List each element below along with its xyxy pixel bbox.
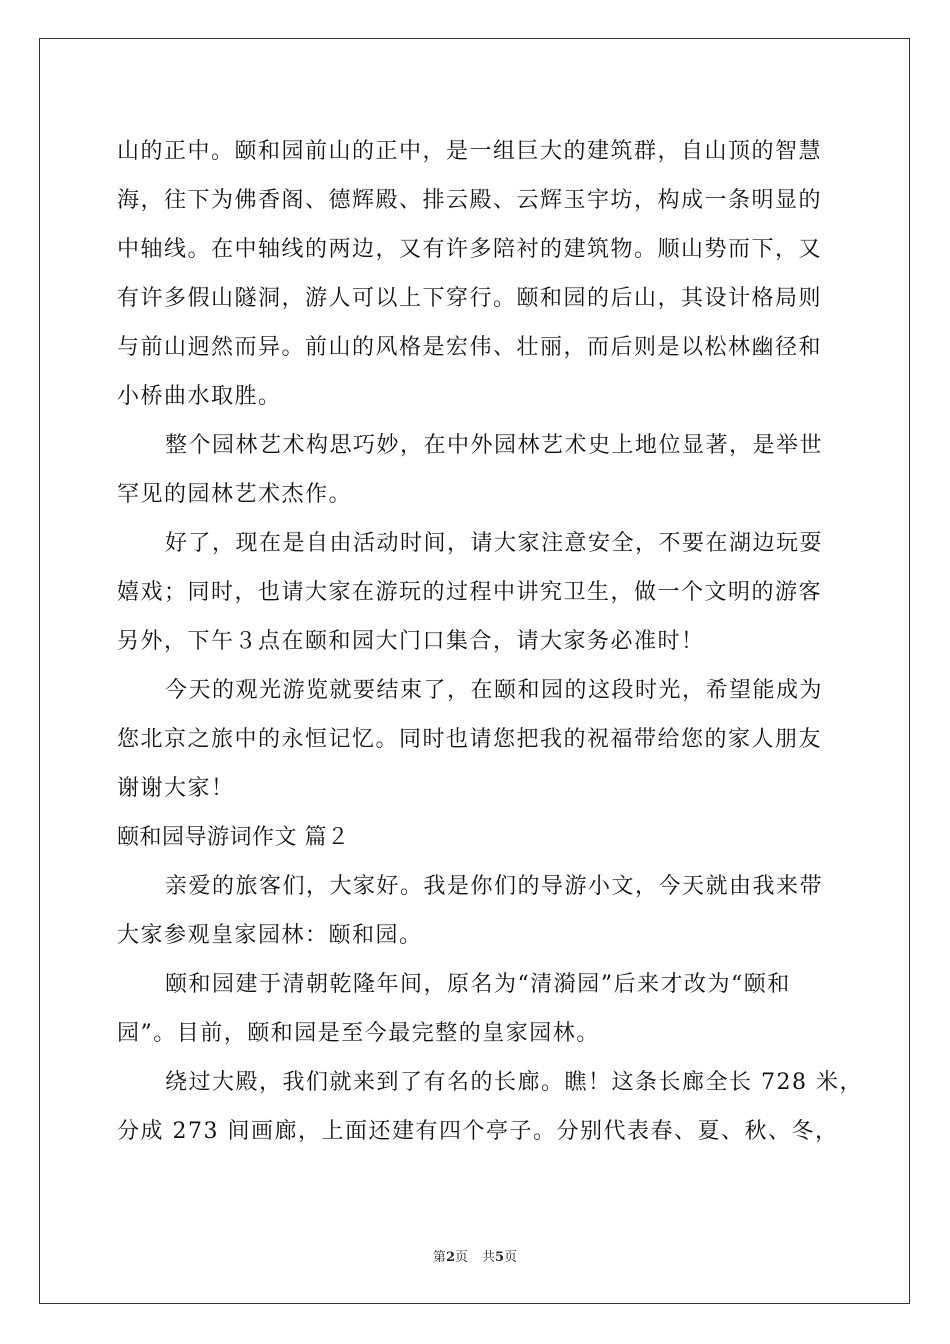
total-label-suffix: 页	[504, 1250, 518, 1265]
paragraph-start-line: 今天的观光游览就要结束了，在颐和园的这段时光，希望能成为	[165, 678, 824, 703]
section-heading: 颐和园导游词作文 篇２	[117, 825, 350, 850]
text-line: 罕见的园林艺术杰作。	[117, 482, 353, 507]
text-line: 谢谢大家！	[117, 776, 235, 801]
document-body	[117, 127, 863, 1156]
text-line: 有许多假山隧洞，游人可以上下穿行。颐和园的后山，其设计格局则	[117, 286, 823, 311]
page-label-suffix: 页	[454, 1250, 468, 1265]
text-line: 大家参观皇家园林：颐和园。	[117, 923, 423, 948]
paragraph-start-line: 整个园林艺术构思巧妙，在中外园林艺术史上地位显著，是举世	[165, 433, 824, 458]
current-page-number: 2	[445, 1250, 455, 1265]
text-line: 海，往下为佛香阁、德辉殿、排云殿、云辉玉宇坊，构成一条明显的	[117, 188, 823, 213]
page-footer	[0, 1246, 950, 1265]
paragraph-start-line: 颐和园建于清朝乾隆年间，原名为“清漪园”后来才改为“颐和	[165, 972, 791, 997]
page-label-prefix: 第	[432, 1250, 446, 1265]
paragraph-start-line: 绕过大殿，我们就来到了有名的长廊。瞧！这条长廊全长 728 米，	[165, 1070, 863, 1095]
total-page-number: 5	[495, 1250, 505, 1265]
text-line: 与前山迥然而异。前山的风格是宏伟、壮丽，而后则是以松林幽径和	[117, 335, 823, 360]
paragraph-start-line: 好了，现在是自由活动时间，请大家注意安全，不要在湖边玩耍	[165, 531, 824, 556]
total-label-prefix: 共	[482, 1250, 496, 1265]
text-line: 山的正中。颐和园前山的正中，是一组巨大的建筑群，自山顶的智慧	[117, 139, 823, 164]
text-line: 中轴线。在中轴线的两边，又有许多陪衬的建筑物。顺山势而下，又	[117, 237, 823, 262]
text-line: 嬉戏；同时，也请大家在游玩的过程中讲究卫生，做一个文明的游客	[117, 580, 823, 605]
text-line: 园”。目前，颐和园是至今最完整的皇家园林。	[117, 1021, 600, 1046]
text-line: 另外，下午３点在颐和园大门口集合，请大家务必准时！	[117, 629, 705, 654]
paragraph-start-line: 亲爱的旅客们，大家好。我是你们的导游小文，今天就由我来带	[165, 874, 824, 899]
text-line: 分成 273 间画廊，上面还建有四个亭子。分别代表春、夏、秋、冬，	[117, 1119, 839, 1144]
text-line: 小桥曲水取胜。	[117, 384, 282, 409]
text-line: 您北京之旅中的永恒记忆。同时也请您把我的祝福带给您的家人朋友	[117, 727, 823, 752]
